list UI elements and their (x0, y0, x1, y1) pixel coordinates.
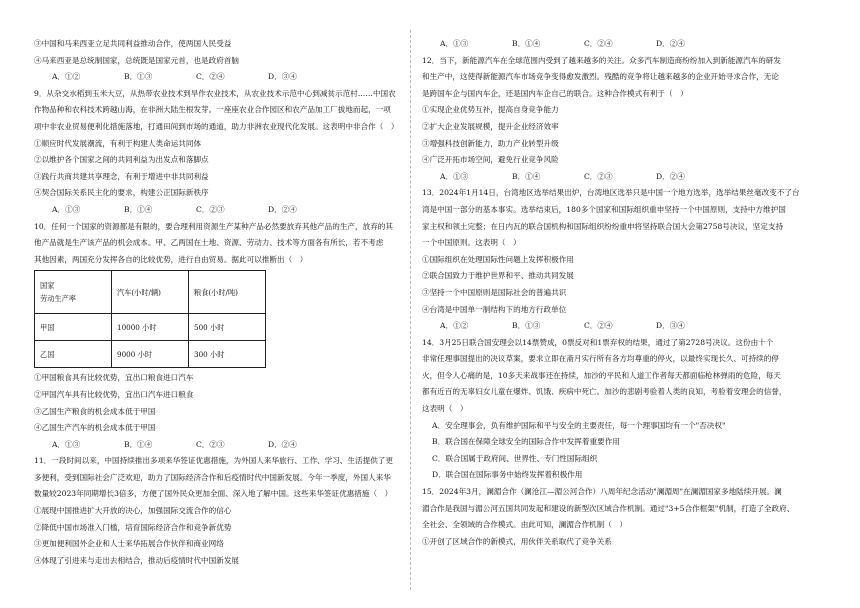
table-header-corner (35, 271, 112, 314)
q10-statement: ②甲国汽车具有比较优势，宜出口汽车进口粮食 (34, 389, 194, 399)
q14-choice-a[interactable]: A．安全理事会，负有维护国际和平与安全的主要责任，每一个理事国均有一个"否决权" (432, 420, 726, 430)
q9-statement: ②以维护各个国家之间的共同利益为出发点和落脚点 (34, 155, 209, 165)
q13-option-c[interactable]: C．②④ (584, 321, 613, 331)
q10-statement: ④乙国生产汽车的机会成本低于甲国 (34, 423, 156, 433)
q8-statement-4: ④马来西亚是总统制国家，总统既是国家元首，也是政府首脑 (34, 55, 240, 65)
q11-statement: ④体现了引进来与走出去相结合，推动后疫情时代中国新发展 (34, 555, 240, 565)
q11-option-c[interactable]: C．②④ (584, 39, 613, 48)
q11-options (422, 36, 818, 53)
q13-line: 湾是中国一部分的基本事实。选举结束后，180多个国家和国际组织重申坚持一个中国原则，支持中方维护国 (422, 204, 786, 214)
table-header-grain: 粮食(小时/吨) (189, 271, 266, 314)
q10-statement: ①甲国粮食具有比较优势，宜出口粮食进口汽车 (34, 373, 194, 383)
q13-option-b[interactable]: B．①③ (512, 321, 541, 331)
q9-option-b[interactable]: B．①④ (124, 204, 153, 214)
q15-statement: ①开创了区域合作的新模式，用伙伴关系取代了竞争关系 (422, 536, 612, 546)
table-cell-car: 9000 小时 (112, 341, 189, 368)
q9-line: 项中非农业贸易便利化措施落地，打通田间到市场的通道，助力非洲农业现代化发展。这表明中非合作（ ） (34, 121, 399, 131)
q12-line: 12．当下，新能源汽车在全球范围内受到了越来越多的关注。众多汽车制造商纷纷加入到新能源汽车的研发 (422, 55, 781, 65)
q10-options (34, 437, 430, 454)
q13-statement: ②联合国致力于维护世界和平、推动共同发展 (422, 271, 574, 281)
q12-options (422, 169, 818, 186)
q15-line: 15．2024年3月，澜湄合作（澜沧江—湄公河合作）八周年纪念活动"澜湄周"在澜湄国家多地陆续开展。澜 (422, 487, 782, 497)
q10-line: 10．任何一个国家的资源都是有限的，要合理利用资源生产某种产品必然要放弃其他产品的生产，放弃的其 (34, 221, 393, 231)
q10-option-d[interactable]: D．②④ (268, 439, 297, 449)
q13-option-a[interactable]: A．①② (440, 321, 469, 331)
right-column (422, 36, 818, 550)
q15-line: 湄合作是我国与湄公河五国共同发起和建设的新型次区域合作机制。通过"3+5合作框架"机制，打造了全政府、 (422, 503, 795, 513)
q12-statement: ①实现企业优势互补，提高自身竞争能力 (422, 105, 559, 115)
q14-line: 都有近百的无辜妇女儿童在爆炸、饥饿、疾病中死亡。加沙的悲剧考验着人类的良知，考验着安理会的信誉， (422, 387, 787, 397)
q13-option-d[interactable]: D．③④ (656, 321, 685, 331)
q9-option-a[interactable]: A．①③ (52, 204, 81, 214)
q9-statement: ③践行共商共建共享理念，有利于增进中非共同利益 (34, 171, 209, 181)
q12-statement: ③增强科技创新能力，助力产业转型升级 (422, 138, 559, 148)
q14-line: 非常任理事国提出的决议草案，要求立即在斋月实行所有各方均尊重的停火，以最终实现长久、可持续的停 (422, 354, 779, 364)
q9-option-d[interactable]: D．②④ (268, 204, 297, 214)
q13-line: 一个中国原则。这表明（ ） (422, 238, 521, 248)
q13-statement: ④台湾是中国单一制结构下的地方行政单位 (422, 304, 567, 314)
header-row-label: 国家 (40, 281, 55, 291)
q12-statement: ④广泛开拓市场空间，避免行业竞争风险 (422, 155, 559, 165)
q12-option-b[interactable]: B．①④ (512, 171, 541, 181)
q9-line: 9．从杂交水稻到玉米大豆，从热带农业技术到旱作农业技术，从农业技术示范中心到减贫示范村……中国农 (34, 88, 396, 98)
q12-line: 和生产中，这使得新能源汽车市场竞争变得愈发激烈。残酷的竞争将让越来越多的企业开始寻求合作，无论 (422, 72, 779, 82)
table-row (35, 314, 266, 341)
q11-option-a[interactable]: A．①③ (440, 39, 469, 48)
q9-statement: ④契合国际关系民主化的要求，构建公正国际新秩序 (34, 188, 209, 198)
q8-options (34, 69, 430, 86)
q11-line: 多便利，受到国际社会广泛欢迎，助力了国际经济合作和后疫情时代中国新发展。今年一季度，外国人来华 (34, 472, 391, 482)
q12-option-a[interactable]: A．①③ (440, 171, 469, 181)
q14-line: 火，但令人心痛的是，10多天来战事还在持续，加沙的平民和人道工作者每天都面临枪林弹雨的危险，每天 (422, 370, 781, 380)
left-column (34, 36, 430, 569)
q12-option-d[interactable]: D．②④ (656, 171, 685, 181)
table-cell-country: 乙国 (35, 341, 112, 368)
q9-statement: ①顺应时代发展潮流，有利于构建人类命运共同体 (34, 138, 202, 148)
q14-line: 这表明（ ） (422, 404, 468, 414)
q13-line: 家主权和领土完整；在日内瓦的联合国机构和国际组织纷纷重申将坚持联合国大会第2758号决议，坚定支持 (422, 221, 784, 231)
q10-line: 其他因素，两国充分发挥各自的比较优势，进行自由贸易。据此可以推断出（ ） (34, 254, 308, 264)
q11-line: 数量较2023年同期增长3倍多，方便了国外民众更加全面、深入地了解中国。这些来华签证优惠措施（ ） (34, 489, 393, 499)
table-row (35, 341, 266, 368)
q11-option-d[interactable]: D．②④ (656, 39, 685, 48)
q13-line: 13．2024年1月14日，台湾地区选举结果出炉，台湾地区选举只是中国一个地方选举，选举结果丝毫改变不了台 (422, 188, 800, 198)
q14-choice-b[interactable]: B．联合国在保障全球安全的国际合作中发挥着重要作用 (432, 437, 620, 447)
q11-statement: ①展现中国推进扩大开放的决心，加强国际交流合作的信心 (34, 506, 232, 516)
q12-statement: ②扩大企业发展规模，提升企业经济效率 (422, 121, 559, 131)
q11-statement: ②降低中国市场准入门槛，培育国际经济合作和竞争新优势 (34, 522, 232, 532)
q13-statement: ①国际组织在处理国际性问题上发挥积极作用 (422, 254, 574, 264)
q8-statement-3: ③中国和马来西亚立足共同利益推动合作，使两国人民受益 (34, 39, 232, 48)
table-header-car: 汽车(小时/辆) (112, 271, 189, 314)
q9-option-c[interactable]: C．②③ (196, 204, 225, 214)
q12-line: 是跨国车企与国内车企，还是国内车企自己的联合。这种合作模式有利于（ ） (422, 88, 688, 98)
q10-table (34, 270, 266, 368)
q10-option-b[interactable]: B．①④ (124, 439, 153, 449)
q15-line: 全社会、全领域的合作模式。由此可知，澜湄合作机制（ ） (422, 520, 628, 530)
q12-option-c[interactable]: C．②③ (584, 171, 613, 181)
header-col-label: 劳动生产率 (40, 294, 76, 304)
q10-option-a[interactable]: A．①③ (52, 439, 81, 449)
q14-choice-c[interactable]: C．联合国属于政府间、世界性、专门性国际组织 (432, 453, 598, 463)
q8-option-d[interactable]: D．③④ (268, 72, 297, 82)
q14-line: 14．3月25日联合国安理会以14票赞成，0票反对和1票弃权的结果，通过了第2728号决议。这份由十个 (422, 337, 774, 347)
q13-statement: ③坚持一个中国原则是国际社会的普遍共识 (422, 287, 567, 297)
table-row (35, 271, 266, 314)
q8-option-b[interactable]: B．①③ (124, 72, 153, 82)
q9-options (34, 202, 430, 219)
q10-statement: ③乙国生产粮食的机会成本低于甲国 (34, 406, 156, 416)
q9-line: 作物品种和农科技术跨越山海，在非洲大陆生根发芽。一座座农业合作园区和农产品加工厂拔地而起，一项 (34, 105, 391, 115)
q8-option-c[interactable]: C．②④ (196, 72, 225, 82)
q13-options (422, 318, 818, 335)
q10-line: 他产品就是生产该产品的机会成本。甲、乙两国在土地、资源、劳动力、技术等方面各有所长，若不考虑 (34, 238, 384, 248)
q11-line: 11．一段时间以来，中国持续推出多项来华签证优惠措施，为外国人来华旅行、工作、学习、生活提供了更 (34, 456, 393, 466)
table-cell-grain: 300 小时 (189, 341, 266, 368)
q10-option-c[interactable]: C．②③ (196, 439, 225, 449)
table-cell-car: 10000 小时 (112, 314, 189, 341)
q14-choice-d[interactable]: D．联合国在国际事务中始终发挥着积极作用 (432, 470, 583, 480)
table-cell-country: 甲国 (35, 314, 112, 341)
q11-option-b[interactable]: B．①④ (512, 39, 541, 48)
table-cell-grain: 500 小时 (189, 314, 266, 341)
q8-option-a[interactable]: A．①② (52, 72, 81, 82)
q11-statement: ③更加便利国外企业和人士来华拓展合作伙伴和商业网络 (34, 539, 224, 549)
